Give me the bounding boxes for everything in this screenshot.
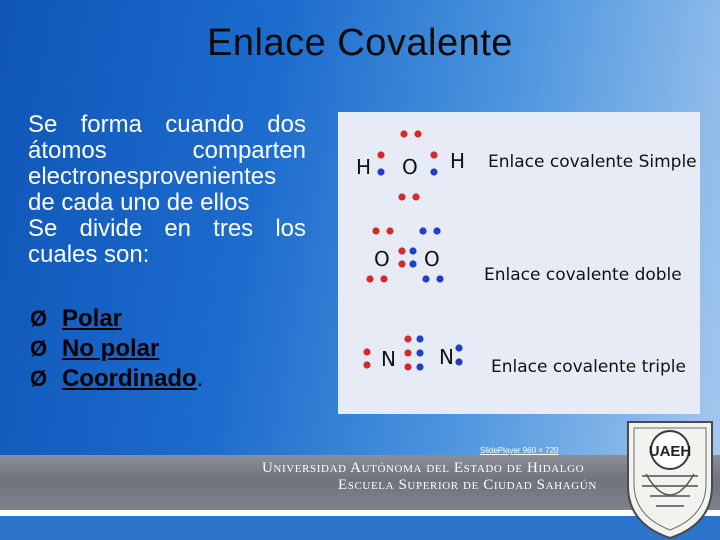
crest-text: UAEH xyxy=(648,443,692,460)
bond-label-triple: Enlace covalente triple xyxy=(491,357,686,377)
arrow-bullet-icon: Ø xyxy=(30,306,48,331)
intro-paragraph-2: Se divide en tres los cuales son: xyxy=(28,215,306,268)
university-name: Universidad Autónoma del Estado de Hidalgo xyxy=(262,460,585,476)
school-name: Escuela Superior de Ciudad Sahagún xyxy=(338,477,597,493)
atom-symbol: O xyxy=(374,247,390,271)
atom-symbol: H xyxy=(450,149,466,173)
arrow-bullet-icon: Ø xyxy=(30,336,48,361)
arrow-bullet-icon: Ø xyxy=(30,366,48,391)
link-no-polar[interactable]: No polar xyxy=(62,335,160,362)
atom-symbol: O xyxy=(402,155,418,179)
intro-text xyxy=(28,112,306,268)
link-coordinado[interactable]: Coordinado xyxy=(62,365,197,392)
slide-title: Enlace Covalente xyxy=(207,22,513,64)
lewis-structures-svg xyxy=(338,112,700,414)
slideplayer-size-note[interactable]: SlidePlayer 960 × 720 xyxy=(480,446,559,455)
bond-types-list xyxy=(30,304,203,394)
footer-bottom-bar xyxy=(0,516,720,540)
atom-symbol: N xyxy=(381,347,396,371)
list-item-polar xyxy=(30,304,203,334)
list-item-suffix: . xyxy=(196,365,204,392)
list-item-coordinado xyxy=(30,364,203,394)
atom-symbol: N xyxy=(439,345,454,369)
bond-label-simple: Enlace covalente Simple xyxy=(488,152,697,172)
atom-symbol: H xyxy=(356,155,372,179)
crest-svg xyxy=(620,416,720,540)
atom-symbol: O xyxy=(424,247,440,271)
lewis-structures-figure xyxy=(338,112,700,414)
intro-paragraph-1: Se forma cuando dos átomos comparten electronesprovenientes de cada uno de ellos xyxy=(28,111,306,216)
university-crest-icon xyxy=(620,416,720,540)
list-item-no-polar xyxy=(30,334,203,364)
bond-label-doble: Enlace covalente doble xyxy=(484,265,682,285)
link-polar[interactable]: Polar xyxy=(62,305,123,332)
